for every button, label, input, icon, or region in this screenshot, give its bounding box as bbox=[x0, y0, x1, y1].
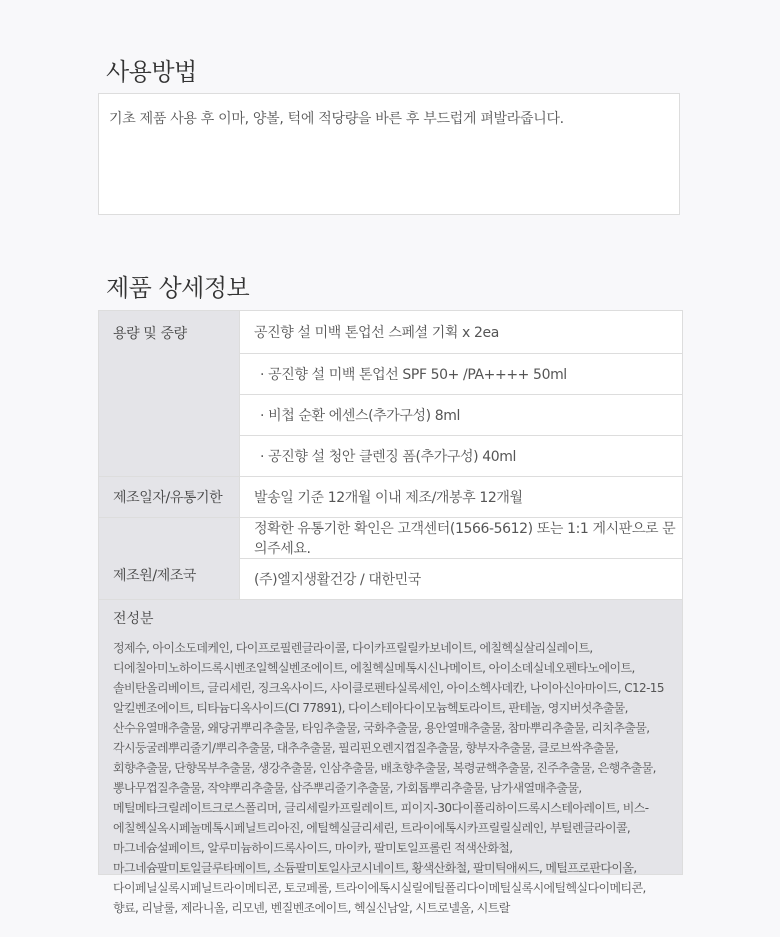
product-detail-table bbox=[98, 310, 683, 600]
maker-label: 제조원/제조국 bbox=[99, 518, 240, 600]
table-row bbox=[99, 518, 683, 559]
capacity-label: 용량 및 중량 bbox=[99, 311, 240, 477]
expiry-note: 정확한 유통기한 확인은 고객센터(1566-5612) 또는 1:1 게시판으로 문의주세요. bbox=[240, 518, 683, 559]
table-row bbox=[99, 477, 683, 518]
ingredients-section bbox=[98, 600, 683, 915]
capacity-item: 공진향 설 미백 톤업선 스페셜 기획 x 2ea bbox=[240, 311, 683, 354]
capacity-item: · 비첩 순환 에센스(추가구성) 8ml bbox=[240, 395, 683, 436]
table-row bbox=[99, 311, 683, 354]
expiry-label: 제조일자/유통기한 bbox=[99, 477, 240, 518]
detail-heading: 제품 상세정보 bbox=[106, 274, 250, 302]
expiry-value: 발송일 기준 12개월 이내 제조/개봉후 12개월 bbox=[240, 477, 683, 518]
maker-value: (주)엘지생활건강 / 대한민국 bbox=[240, 559, 683, 600]
capacity-item: · 공진향 설 청안 클렌징 폼(추가구성) 40ml bbox=[240, 436, 683, 477]
capacity-item: · 공진향 설 미백 톤업선 SPF 50+ /PA++++ 50ml bbox=[240, 354, 683, 395]
usage-heading: 사용방법 bbox=[106, 58, 197, 86]
ingredients-text: 정제수, 아이소도데케인, 다이프로필렌글라이콜, 다이카프릴릴카보네이트, 에칠헥실살리실레이트, 디에칠아미노하이드록시벤조일헥실벤조에이트, 에칠헥실메톡시신나메이트, 아이소데실네오펜타노에이트, 솔비탄올리베이트, 글리세린, 징크옥사이드, 사이클로펜타실록세인, 아이소헥사데칸, 나이아신아마이드, C12-15 알킬벤조에이트, 티타늄디옥사이드(CI 77891), 다이스테아다이모늄헥토라이트, 판테놀, 영지버섯추출물, 산수유열매추출물, 왜당귀뿌리추출물, 타임추출물, 국화추출물, 용안열매추출물, 참마뿌리추출물, 리치추출물, 각시둥굴레뿌리줄기/뿌리추출물, 대추추출물, 필리핀오렌지껍질추출물, 향부자추출물, 클로브싹추출물, 회향추출물, 단향목부추출물, 생강추출물, 인삼추출물, 배초향추출물, 복령균핵추출물, 진주추출물, 은행추출물, 뽕나무껍질추출물, 작약뿌리추출물, 삽주뿌리줄기추출물, 가회톱뿌리추출물, 남가새열매추출물, 메틸메타크릴레이트크로스폴리머, 글리세릴카프릴레이트, 피이지-30다이폴리하이드록시스테아레이트, 비스-에칠헥실옥시페놀메톡시페닐트리아진, 에틸헥실글리세린, 트라이에톡시카프릴릴실레인, 부틸렌글라이콜, 마그네슘설페이트, 알루미늄하이드록사이드, 마이카, 팔미토일프롤린 적색산화철, 마그네슘팔미토일글루타메이트, 소듐팔미토일사코시네이트, 황색산화철, 팔미틱애씨드, 메틸프로판다이올, 다이페닐실록시페닐트라이메티콘, 토코페롤, 트라이에톡시실릴에틸폴리다이메틸실록시에틸헥실다이메티콘, 향료, 리날룰, 제라니올, 리모넨, 벤질벤조에이트, 헥실신남알, 시트로넬올, 시트랄 bbox=[113, 641, 664, 915]
usage-text: 기초 제품 사용 후 이마, 양볼, 턱에 적당량을 바른 후 부드럽게 펴발라줍니다. bbox=[109, 111, 564, 127]
ingredients-label: 전성분 bbox=[113, 611, 154, 627]
usage-text-box bbox=[98, 93, 680, 215]
